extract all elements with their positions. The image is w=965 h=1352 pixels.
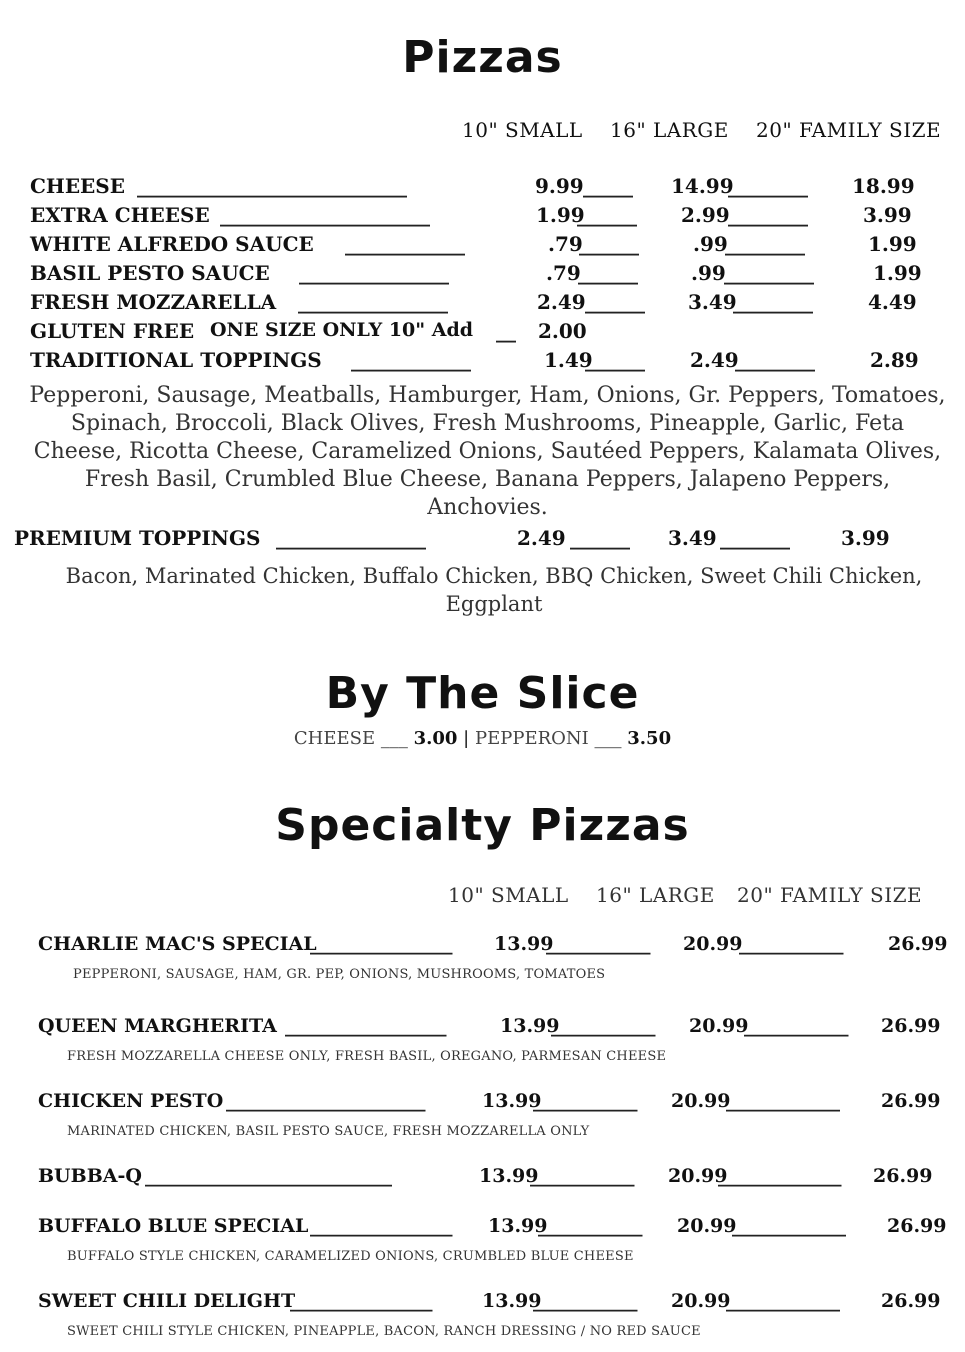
specialty-price-large: 20.99 (671, 1090, 731, 1112)
premium-name: PREMIUM TOPPINGS (14, 526, 261, 550)
specialty-price-large: 20.99 (668, 1165, 728, 1187)
pizza-item-leader: ________ (735, 348, 815, 372)
specialty-price-small: 13.99 (482, 1290, 542, 1312)
pizza-price-family: 18.99 (852, 174, 915, 198)
specialty-item-leader: ___________ (551, 1015, 656, 1037)
pizza-item-leader: ________ (725, 232, 805, 256)
pizza-price-large: .99 (693, 232, 728, 256)
specialty-price-large: 20.99 (683, 933, 743, 955)
specialty-pizzas-title: Specialty Pizzas (275, 800, 690, 851)
specialty-item-description: FRESH MOZZARELLA CHEESE ONLY, FRESH BASIL, OREGANO, PARMESAN CHEESE (67, 1049, 667, 1064)
specialty-item-leader: ___________ (538, 1215, 643, 1237)
pizza-item-leader: _________ (724, 261, 814, 285)
pizza-price-family: 1.99 (868, 232, 917, 256)
premium-leader: ______ (570, 526, 630, 550)
size-small-header: 10" SMALL (462, 118, 583, 142)
size-large-header: 16" LARGE (610, 118, 729, 142)
pizza-item-note: ONE SIZE ONLY 10" Add (210, 319, 474, 341)
specialty-item-leader: ____________ (726, 1090, 840, 1112)
pizza-price-small: 2.00 (538, 319, 587, 343)
pizza-price-small: .79 (546, 261, 581, 285)
specialty-price-small: 13.99 (494, 933, 554, 955)
pizza-item-name: FRESH MOZZARELLA (30, 290, 277, 314)
specialty-item-name: QUEEN MARGHERITA (38, 1015, 277, 1037)
pizza-item-leader: ________ (728, 203, 808, 227)
slice-cheese-label: CHEESE (293, 728, 376, 749)
specialty-item-name: SWEET CHILI DELIGHT (38, 1290, 296, 1312)
specialty-price-small: 13.99 (488, 1215, 548, 1237)
pizza-price-family: 1.99 (873, 261, 922, 285)
slice-prices (0, 728, 965, 749)
pizza-price-small: 2.49 (537, 290, 586, 314)
specialty-size-large-header: 16" LARGE (596, 883, 715, 907)
pizza-item-leader: ________ (728, 174, 808, 198)
specialty-item-name: CHICKEN PESTO (38, 1090, 224, 1112)
pizza-price-small: 1.99 (536, 203, 585, 227)
specialty-item-leader: ___________ (533, 1090, 638, 1112)
pizza-item-leader: ______ (578, 261, 638, 285)
pizza-item-name: TRADITIONAL TOPPINGS (30, 348, 322, 372)
specialty-price-large: 20.99 (671, 1290, 731, 1312)
slice-pepperoni-label: PEPPERONI (474, 728, 589, 749)
pizza-item-name: BASIL PESTO SAUCE (30, 261, 270, 285)
traditional-toppings-list: Pepperoni, Sausage, Meatballs, Hamburger, Ham, Onions, Gr. Peppers, Tomatoes, Spinach, Broccoli, Black Olives, Fresh Mushrooms, Pineapple, Garlic, Feta Cheese, Ricotta Cheese, Caramelized Onions, Sautéed Peppers, Kalamata Olives, Fresh Basil, Crumbled Blue Cheese, Banana Peppers, Jalapeno Peppers, Anchovies. (29, 383, 946, 520)
size-family-header: 20" FAMILY SIZE (756, 118, 942, 142)
specialty-item-leader: _______________ (310, 933, 453, 955)
pizza-item-name: CHEESE (30, 174, 125, 198)
by-the-slice-title: By The Slice (325, 668, 640, 719)
specialty-size-small-header: 10" SMALL (448, 883, 569, 907)
pizza-item-leader: __ (496, 319, 516, 343)
specialty-item-description: PEPPERONI, SAUSAGE, HAM, GR. PEP, ONIONS, MUSHROOMS, TOMATOES (73, 967, 606, 982)
pizza-price-large: 2.99 (681, 203, 730, 227)
slice-pepperoni-leader: ___ (594, 728, 622, 749)
specialty-item-leader: ___________ (739, 933, 844, 955)
specialty-price-family: 26.99 (881, 1015, 941, 1037)
pizza-price-large: 14.99 (671, 174, 734, 198)
specialty-item-description: BUFFALO STYLE CHICKEN, CARAMELIZED ONIONS, CRUMBLED BLUE CHEESE (67, 1249, 634, 1264)
pizza-item-leader: ________ (733, 290, 813, 314)
specialty-price-family: 26.99 (881, 1090, 941, 1112)
specialty-price-large: 20.99 (677, 1215, 737, 1237)
specialty-item-description: MARINATED CHICKEN, BASIL PESTO SAUCE, FRESH MOZZARELLA ONLY (67, 1124, 590, 1139)
specialty-item-leader: ___________ (546, 933, 651, 955)
pizza-item-leader: ______ (585, 348, 645, 372)
specialty-item-leader: ___________ (530, 1165, 635, 1187)
pizza-item-leader: _____________________ (220, 203, 430, 227)
slice-cheese-leader: ___ (380, 728, 408, 749)
premium-price-small: 2.49 (517, 526, 566, 550)
specialty-price-small: 13.99 (500, 1015, 560, 1037)
pizza-price-large: 3.49 (688, 290, 737, 314)
pizza-item-leader: ______ (579, 232, 639, 256)
premium-toppings-list: Bacon, Marinated Chicken, Buffalo Chicken, BBQ Chicken, Sweet Chili Chicken, Eggplant (65, 564, 923, 616)
specialty-item-leader: ___________ (744, 1015, 849, 1037)
pizza-item-leader: _______________ (298, 290, 448, 314)
premium-price-family: 3.99 (841, 526, 890, 550)
pizza-item-leader: ______ (585, 290, 645, 314)
premium-leader: _______________ (276, 526, 426, 550)
pizza-price-family: 2.89 (870, 348, 919, 372)
pizza-item-leader: ____________ (351, 348, 471, 372)
specialty-item-description: SWEET CHILI STYLE CHICKEN, PINEAPPLE, BACON, RANCH DRESSING / NO RED SAUCE (67, 1324, 701, 1339)
pizza-item-name: GLUTEN FREE (30, 319, 195, 343)
pizza-price-large: .99 (691, 261, 726, 285)
pizza-item-leader: _____ (583, 174, 633, 198)
specialty-item-name: CHARLIE MAC'S SPECIAL (38, 933, 317, 955)
pizza-price-family: 3.99 (863, 203, 912, 227)
pizza-item-leader: ___________________________ (137, 174, 407, 198)
specialty-price-family: 26.99 (881, 1290, 941, 1312)
premium-leader: _______ (720, 526, 790, 550)
specialty-item-leader: ____________ (726, 1290, 840, 1312)
slice-separator: | (463, 728, 470, 749)
specialty-price-family: 26.99 (887, 1215, 947, 1237)
pizza-item-leader: ______ (577, 203, 637, 227)
pizza-price-family: 4.49 (868, 290, 917, 314)
specialty-item-name: BUBBA-Q (38, 1165, 142, 1187)
pizza-price-small: 9.99 (535, 174, 584, 198)
specialty-item-leader: ____________ (732, 1215, 846, 1237)
slice-pepperoni-price: 3.50 (627, 728, 672, 749)
pizza-price-small: 1.49 (544, 348, 593, 372)
specialty-item-leader: _______________ (310, 1215, 453, 1237)
specialty-price-family: 26.99 (873, 1165, 933, 1187)
pizza-price-small: .79 (548, 232, 583, 256)
specialty-price-small: 13.99 (479, 1165, 539, 1187)
specialty-size-family-header: 20" FAMILY SIZE (737, 883, 923, 907)
premium-price-large: 3.49 (668, 526, 717, 550)
pizzas-title: Pizzas (402, 32, 563, 83)
specialty-item-leader: _____________ (718, 1165, 842, 1187)
specialty-item-leader: __________________________ (145, 1165, 392, 1187)
pizza-item-name: EXTRA CHEESE (30, 203, 210, 227)
pizza-item-leader: _______________ (299, 261, 449, 285)
specialty-item-leader: _______________ (290, 1290, 433, 1312)
specialty-price-large: 20.99 (689, 1015, 749, 1037)
slice-cheese-price: 3.00 (413, 728, 458, 749)
specialty-price-family: 26.99 (888, 933, 948, 955)
specialty-item-name: BUFFALO BLUE SPECIAL (38, 1215, 309, 1237)
specialty-price-small: 13.99 (482, 1090, 542, 1112)
specialty-item-leader: _____________________ (226, 1090, 426, 1112)
pizza-item-leader: ____________ (345, 232, 465, 256)
specialty-item-leader: _________________ (285, 1015, 447, 1037)
specialty-item-leader: ___________ (533, 1290, 638, 1312)
pizza-price-large: 2.49 (690, 348, 739, 372)
pizza-item-name: WHITE ALFREDO SAUCE (30, 232, 314, 256)
